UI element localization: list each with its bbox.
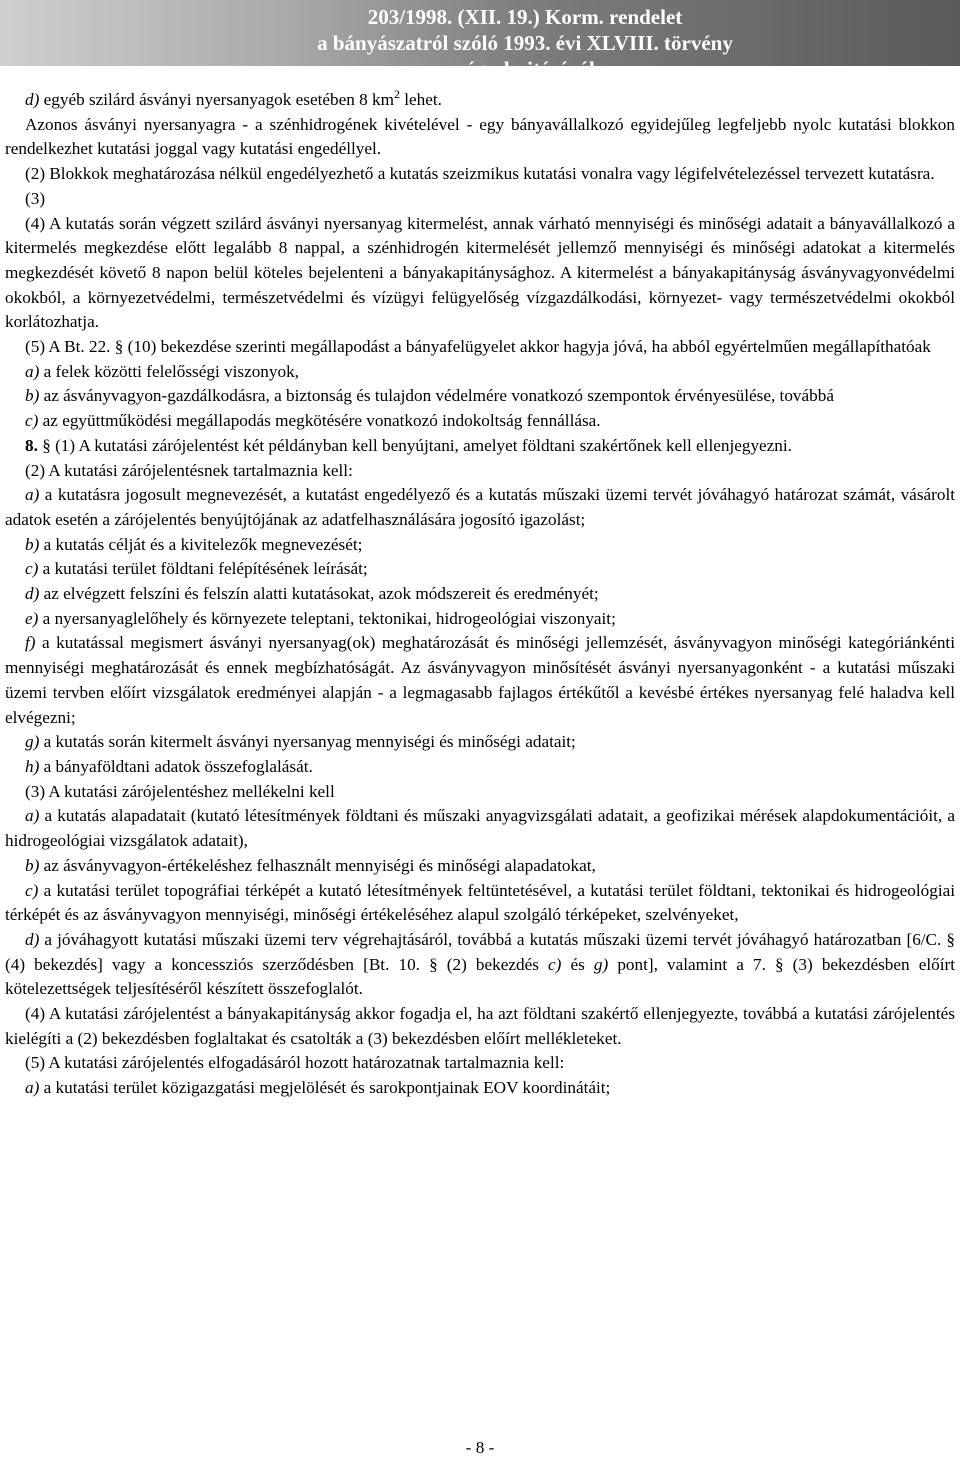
section-8-2-g: g) a kutatás során kitermelt ásványi nyersanyag mennyiségi és minőségi adatait;: [25, 732, 576, 752]
paragraph-azonos: Azonos ásványi nyersanyagra - a szénhidrogének kivételével - egy bányavállalkozó egyidejűleg legfeljebb nyolc kutatási blokkon rendelkezhet kutatási joggal vagy kutatási engedéllyel.: [5, 114, 955, 159]
header-line-2: a bányászatról szóló 1993. évi XLVIII. törvény végrehajtásáról: [317, 31, 733, 81]
section-8-4: (4) A kutatási zárójelentést a bányakapitányság akkor fogadja el, ha azt földtani szakértő ellenjegyezte, továbbá a kutatási zárójelentés kielégíti a (2) bekezdésben foglaltakat és csatolták a (3) bekezdésben előírt mellékleteket.: [5, 1004, 955, 1048]
paragraph-5-b: b) az ásványvagyon-gazdálkodásra, a biztonság és tulajdon védelmére vonatkozó szempontok érvényesülése, továbbá: [25, 386, 834, 406]
section-8-3-c: c) a kutatási terület topográfiai térképét a kutató létesítmények feltüntetésével, a kutatási terület földtani, tektonikai és hidrogeológiai térképét és az ásványvagyon mennyiségi, minőségi értékeléséhez alapul szolgáló térképeket, szelvényeket,: [5, 880, 955, 925]
paragraph-3: (3): [25, 188, 46, 208]
section-8-2-f: f) a kutatással megismert ásványi nyersanyag(ok) meghatározását és minőségi jellemzését, ásványvagyon minőségi kategóriánkénti mennyiségi meghatározását és ennek megbízhatóságát. Az ásványvagyon minősítését ásványi nyersanyagonként - a kutatási műszaki üzemi tervben előírt vizsgálatok eredményei alapján - a legmagasabb fajlagos értékűtől a kevésbé értékes nyersanyag felé haladva kell elvégezni;: [5, 633, 955, 727]
paragraph-5-c: c) az együttműködési megállapodás megkötésére vonatkozó indokoltság fennállása.: [25, 411, 601, 431]
section-8-2-h: h) a bányaföldtani adatok összefoglalását.: [25, 756, 313, 776]
paragraph-5-a: a) a felek közötti felelősségi viszonyok,: [25, 361, 299, 381]
section-8-2-c: c) a kutatási terület földtani felépítésének leírását;: [25, 559, 368, 579]
paragraph-4: (4) A kutatás során végzett szilárd ásványi nyersanyag kitermelést, annak várható mennyiségi és minőségi adatait a bányavállalkozó a kitermelés megkezdése előtt legalább 8 nappal, a szénhidrogén kitermelését jellemző mennyiségi és minőségi adatokat a kitermelés megkezdését követő 8 napon belül köteles bejelenteni a bányakapitánysághoz. A kitermelést a bányakapitányság ásványvagyonvédelmi okokból, a környezetvédelmi, természetvédelmi és vízügyi felügyelőség vízgazdálkodási, környezet- vagy természetvédelmi okokból korlátozhatja.: [5, 213, 955, 332]
page-number: - 8 -: [465, 1438, 495, 1457]
item-d: d) egyéb szilárd ásványi nyersanyagok esetében 8 $km^2$ lehet.: [25, 87, 442, 109]
header-line-1: 203/1998. (XII. 19.) Korm. rendelet: [367, 5, 683, 29]
header-title: [245, 4, 805, 82]
page-header: [0, 0, 960, 81]
section-8-5: (5) A kutatási zárójelentés elfogadásáról hozott határozatnak tartalmaznia kell:: [25, 1053, 565, 1073]
section-8-3-a: a) a kutatás alapadatait (kutató létesítmények földtani és műszaki anyagvizsgálati adatait, a geofizikai mérések alapdokumentációit, a hidrogeológiai vizsgálatok adatait),: [5, 806, 955, 851]
section-8-2-b: b) a kutatás célját és a kivitelezők megnevezését;: [25, 534, 363, 554]
section-8-2: (2) A kutatási zárójelentésnek tartalmaznia kell:: [25, 460, 353, 480]
section-8-2-e: e) a nyersanyaglelőhely és környezete teleptani, tektonikai, hidrogeológiai viszonyait;: [25, 608, 616, 628]
document-body: [5, 88, 955, 1101]
paragraph-2: (2) Blokkok meghatározása nélkül engedélyezhető a kutatás szeizmikus kutatási vonalra vagy légifelvételezéssel tervezett kutatásra.: [25, 164, 935, 184]
section-8-1: 8. § (1) A kutatási zárójelentést két példányban kell benyújtani, amelyet földtani szakértőnek kell ellenjegyezni.: [25, 435, 792, 455]
section-8-2-d: d) az elvégzett felszíni és felszín alatti kutatásokat, azok módszereit és eredményét;: [25, 584, 599, 604]
section-8-3: (3) A kutatási zárójelentéshez mellékelni kell: [25, 781, 335, 801]
section-8-3-d: d) a jóváhagyott kutatási műszaki üzemi terv végrehajtásáról, továbbá a kutatás műszaki üzemi tervét jóváhagyó határozatban [6/C. § (4) bekezdés] vagy a koncessziós szerződésben [Bt. 10. § (2) bekezdés c) és g) pont], valamint a 7. § (3) bekezdésben előírt kötelezettségek teljesítéséről készített összefoglalót.: [5, 929, 955, 999]
section-8-5-a: a) a kutatási terület közigazgatási megjelölését és sarokpontjainak EOV koordinátáit;: [25, 1078, 611, 1098]
section-8-2-a: a) a kutatásra jogosult megnevezését, a kutatást engedélyező és a kutatás műszaki üzemi tervét jóváhagyó határozat számát, vásárolt adatok esetén a zárójelentés benyújtójának az adatfelhasználására jogosító igazolást;: [5, 485, 955, 529]
paragraph-5: (5) A Bt. 22. § (10) bekezdése szerinti megállapodást a bányafelügyelet akkor hagyja jóvá, ha abból egyértelműen megállapíthatóak: [25, 337, 931, 357]
section-8-3-b: b) az ásványvagyon-értékeléshez felhasznált mennyiségi és minőségi alapadatokat,: [25, 855, 596, 875]
